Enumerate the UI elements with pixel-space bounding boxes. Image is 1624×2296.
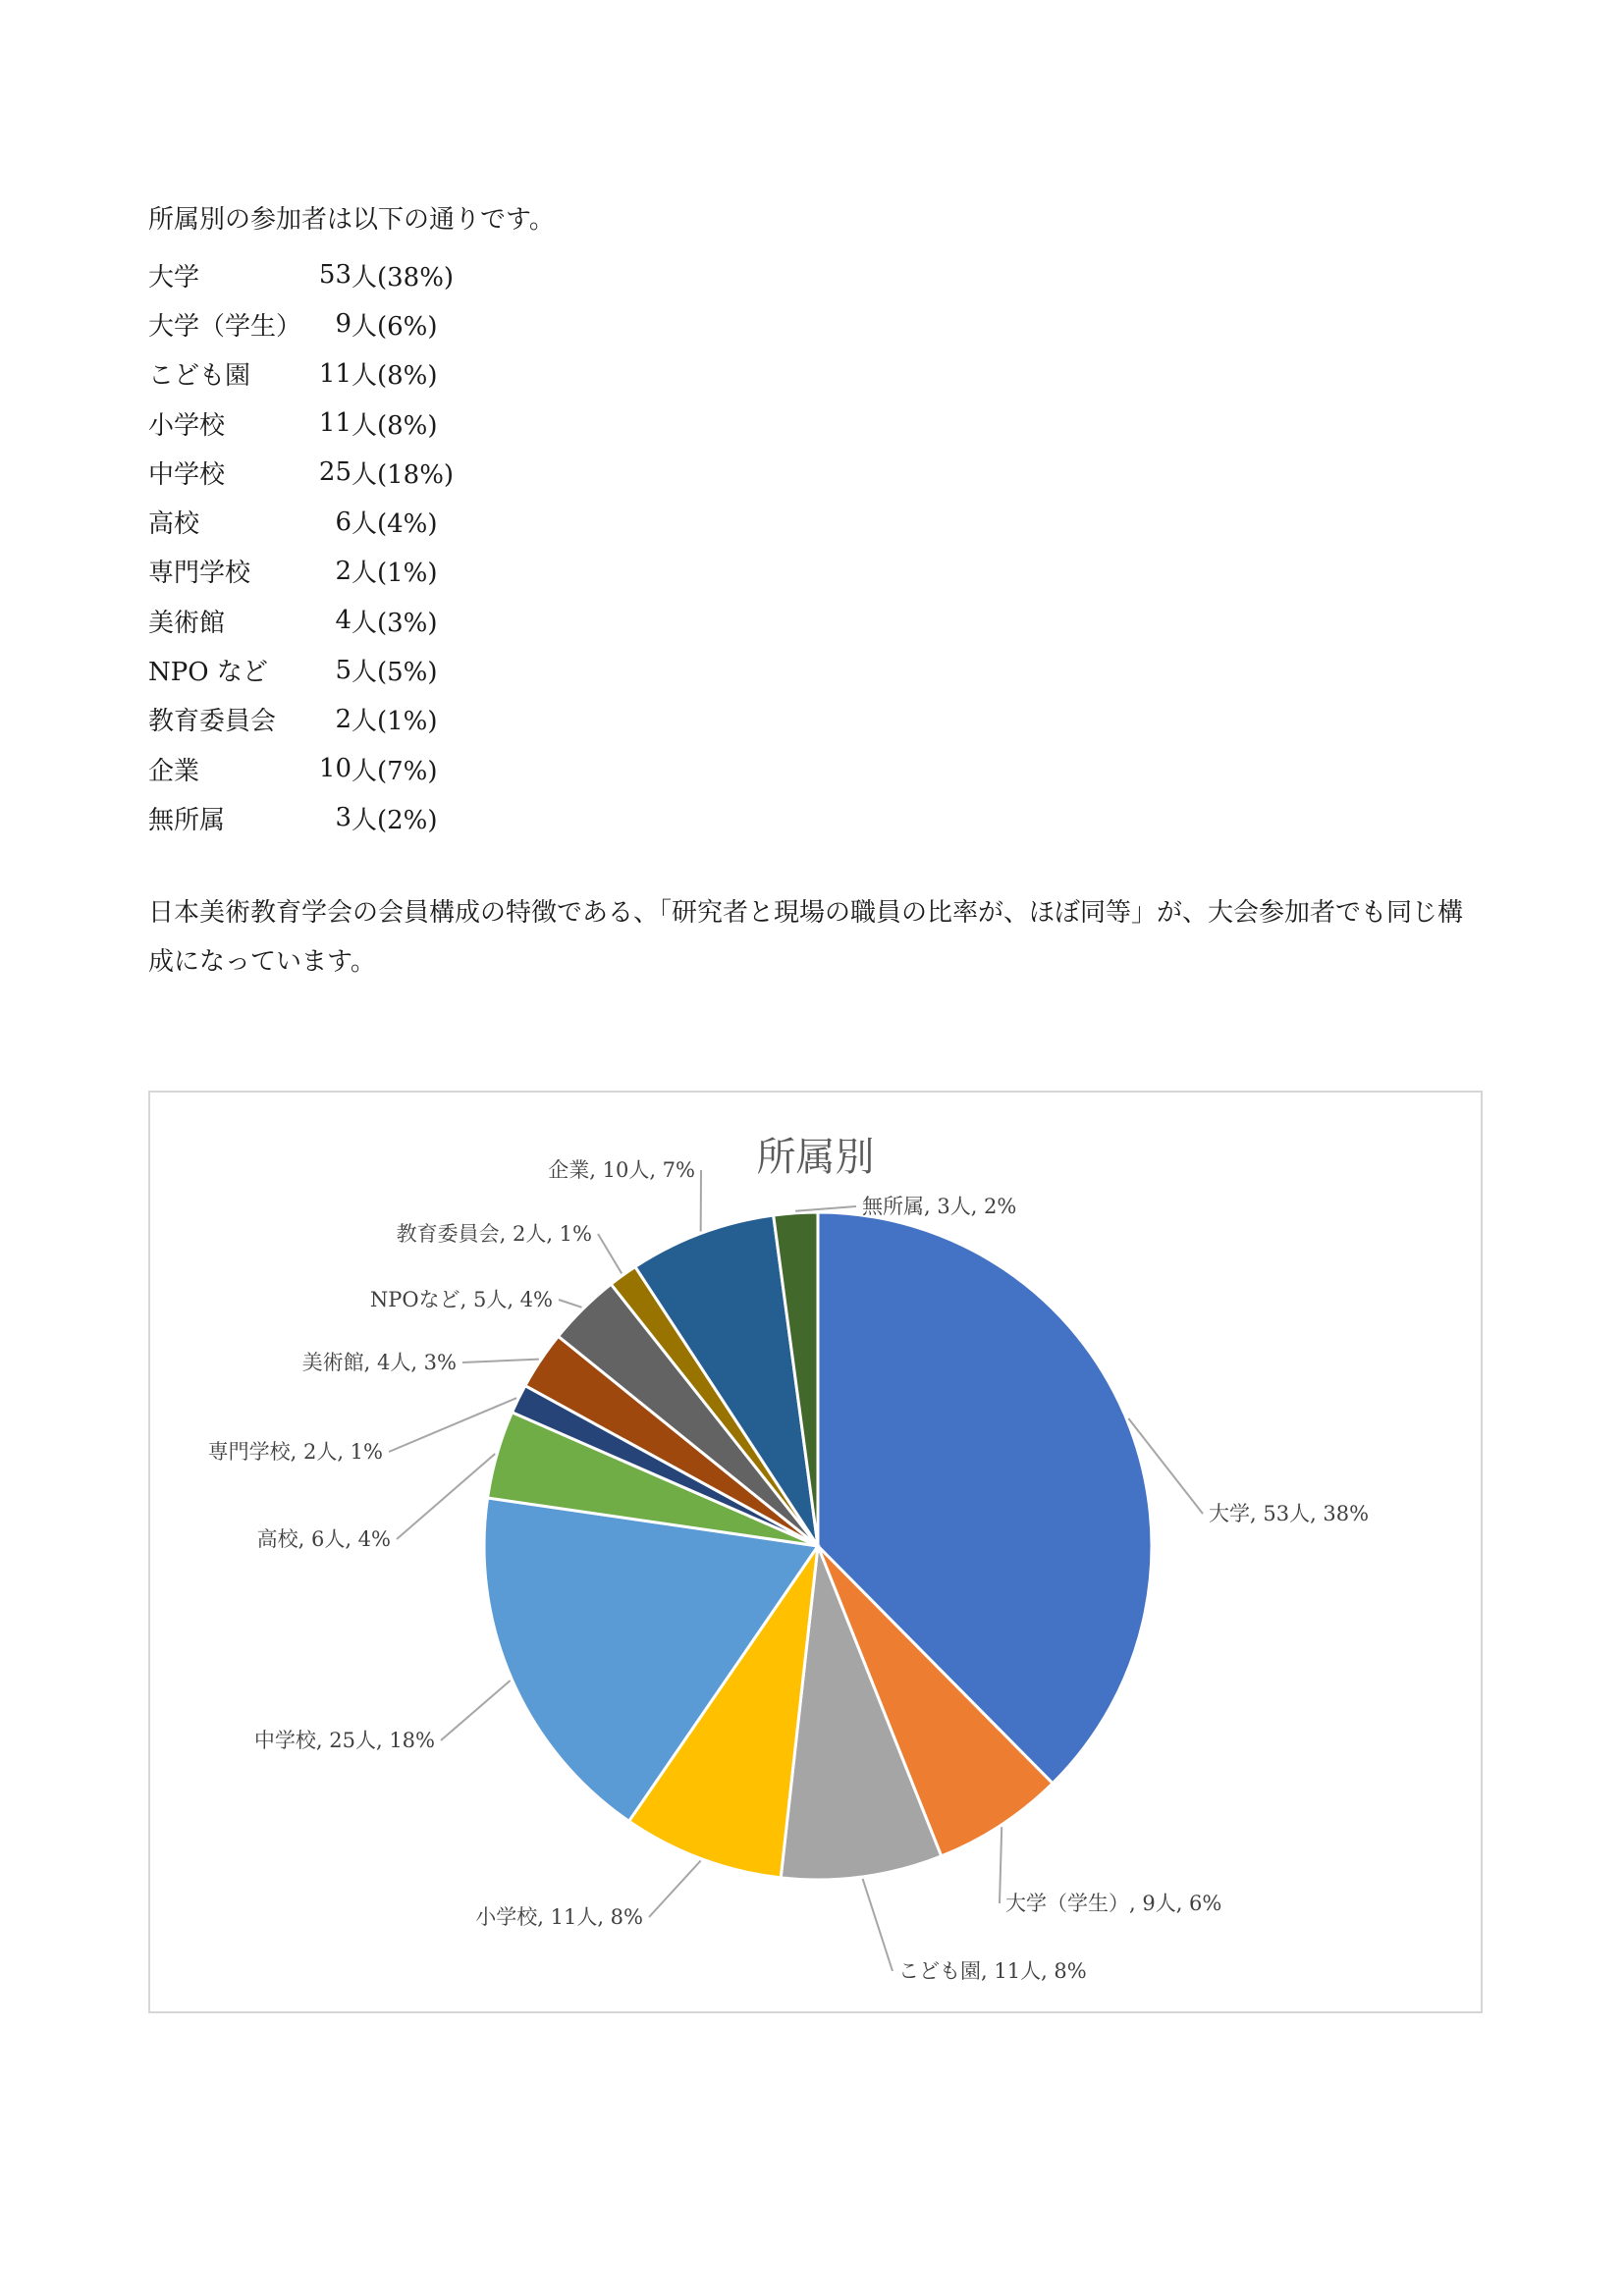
slice-label: 専門学校, 2人, 1% xyxy=(207,1440,383,1464)
item-name: NPO など xyxy=(148,658,268,688)
item-count: 11 xyxy=(318,408,352,439)
item-percent: 人(8%) xyxy=(352,361,438,392)
item-percent: 人(4%) xyxy=(352,509,438,540)
list-item xyxy=(148,744,454,793)
slice-label: 美術館, 4人, 3% xyxy=(301,1351,457,1374)
item-name: 企業 xyxy=(148,756,200,786)
leader-line xyxy=(559,1300,582,1308)
leader-line xyxy=(1000,1827,1001,1903)
item-count: 53 xyxy=(318,260,352,291)
participant-list xyxy=(148,250,454,843)
slice-label: こども園, 11人, 8% xyxy=(898,1959,1087,1983)
slice-label: 教育委員会, 2人, 1% xyxy=(396,1222,592,1246)
pie-chart xyxy=(150,1093,1485,2015)
item-percent: 人(5%) xyxy=(352,658,438,688)
item-percent: 人(3%) xyxy=(352,608,438,638)
slice-label: 大学（学生）, 9人, 6% xyxy=(1005,1892,1222,1915)
leader-line xyxy=(649,1860,701,1917)
leader-line xyxy=(389,1398,516,1452)
item-name: こども園 xyxy=(148,361,251,392)
item-percent: 人(1%) xyxy=(352,707,438,737)
chart-frame xyxy=(148,1091,1483,2013)
slice-label: 高校, 6人, 4% xyxy=(256,1527,391,1551)
list-item xyxy=(148,497,454,546)
item-name: 中学校 xyxy=(148,459,226,490)
item-name: 小学校 xyxy=(148,410,226,441)
leader-line xyxy=(598,1234,622,1273)
item-percent: 人(6%) xyxy=(352,311,438,342)
item-percent: 人(8%) xyxy=(352,410,438,441)
leader-line xyxy=(441,1681,511,1740)
item-percent: 人(7%) xyxy=(352,756,438,786)
item-percent: 人(1%) xyxy=(352,559,438,589)
slice-label: 大学, 53人, 38% xyxy=(1209,1502,1370,1525)
item-count: 4 xyxy=(335,606,352,636)
item-percent: 人(2%) xyxy=(352,805,438,835)
list-item xyxy=(148,645,454,694)
item-count: 3 xyxy=(335,803,352,833)
item-name: 大学 xyxy=(148,262,200,293)
list-item xyxy=(148,547,454,596)
slice-label: 企業, 10人, 7% xyxy=(548,1158,695,1182)
item-count: 25 xyxy=(318,457,352,488)
item-name: 教育委員会 xyxy=(148,707,277,737)
list-item xyxy=(148,448,454,497)
list-item xyxy=(148,299,454,348)
list-item xyxy=(148,596,454,645)
item-count: 6 xyxy=(335,507,352,537)
list-item xyxy=(148,793,454,842)
list-item xyxy=(148,349,454,399)
body-paragraph: 日本美術教育学会の会員構成の特徴である、「研究者と現場の職員の比率が、ほぼ同等」が、大会参加者でも同じ構成になっています。 xyxy=(148,898,1464,977)
slice-label: 無所属, 3人, 2% xyxy=(862,1195,1017,1218)
item-name: 高校 xyxy=(148,509,200,540)
item-percent: 人(38%) xyxy=(352,262,455,293)
slice-label: 中学校, 25人, 18% xyxy=(253,1729,435,1752)
item-count: 11 xyxy=(318,358,352,389)
item-count: 9 xyxy=(335,309,352,340)
list-item xyxy=(148,695,454,744)
item-name: 専門学校 xyxy=(148,559,251,589)
item-name: 無所属 xyxy=(148,805,226,835)
slice-label: NPOなど, 5人, 4% xyxy=(369,1288,553,1311)
slice-label: 小学校, 11人, 8% xyxy=(475,1905,643,1929)
leader-line xyxy=(397,1454,495,1539)
chart-title: 所属別 xyxy=(756,1135,875,1180)
list-item xyxy=(148,399,454,448)
leader-line xyxy=(863,1879,893,1971)
leader-line xyxy=(795,1206,856,1211)
item-percent: 人(18%) xyxy=(352,459,455,490)
item-count: 5 xyxy=(335,655,352,685)
intro-text: 所属別の参加者は以下の通りです。 xyxy=(148,205,555,235)
item-count: 2 xyxy=(335,556,352,586)
list-item xyxy=(148,250,454,299)
item-count: 10 xyxy=(318,754,352,784)
item-name: 大学（学生） xyxy=(148,311,302,342)
item-count: 2 xyxy=(335,704,352,734)
item-name: 美術館 xyxy=(148,608,226,638)
leader-line xyxy=(462,1360,539,1362)
